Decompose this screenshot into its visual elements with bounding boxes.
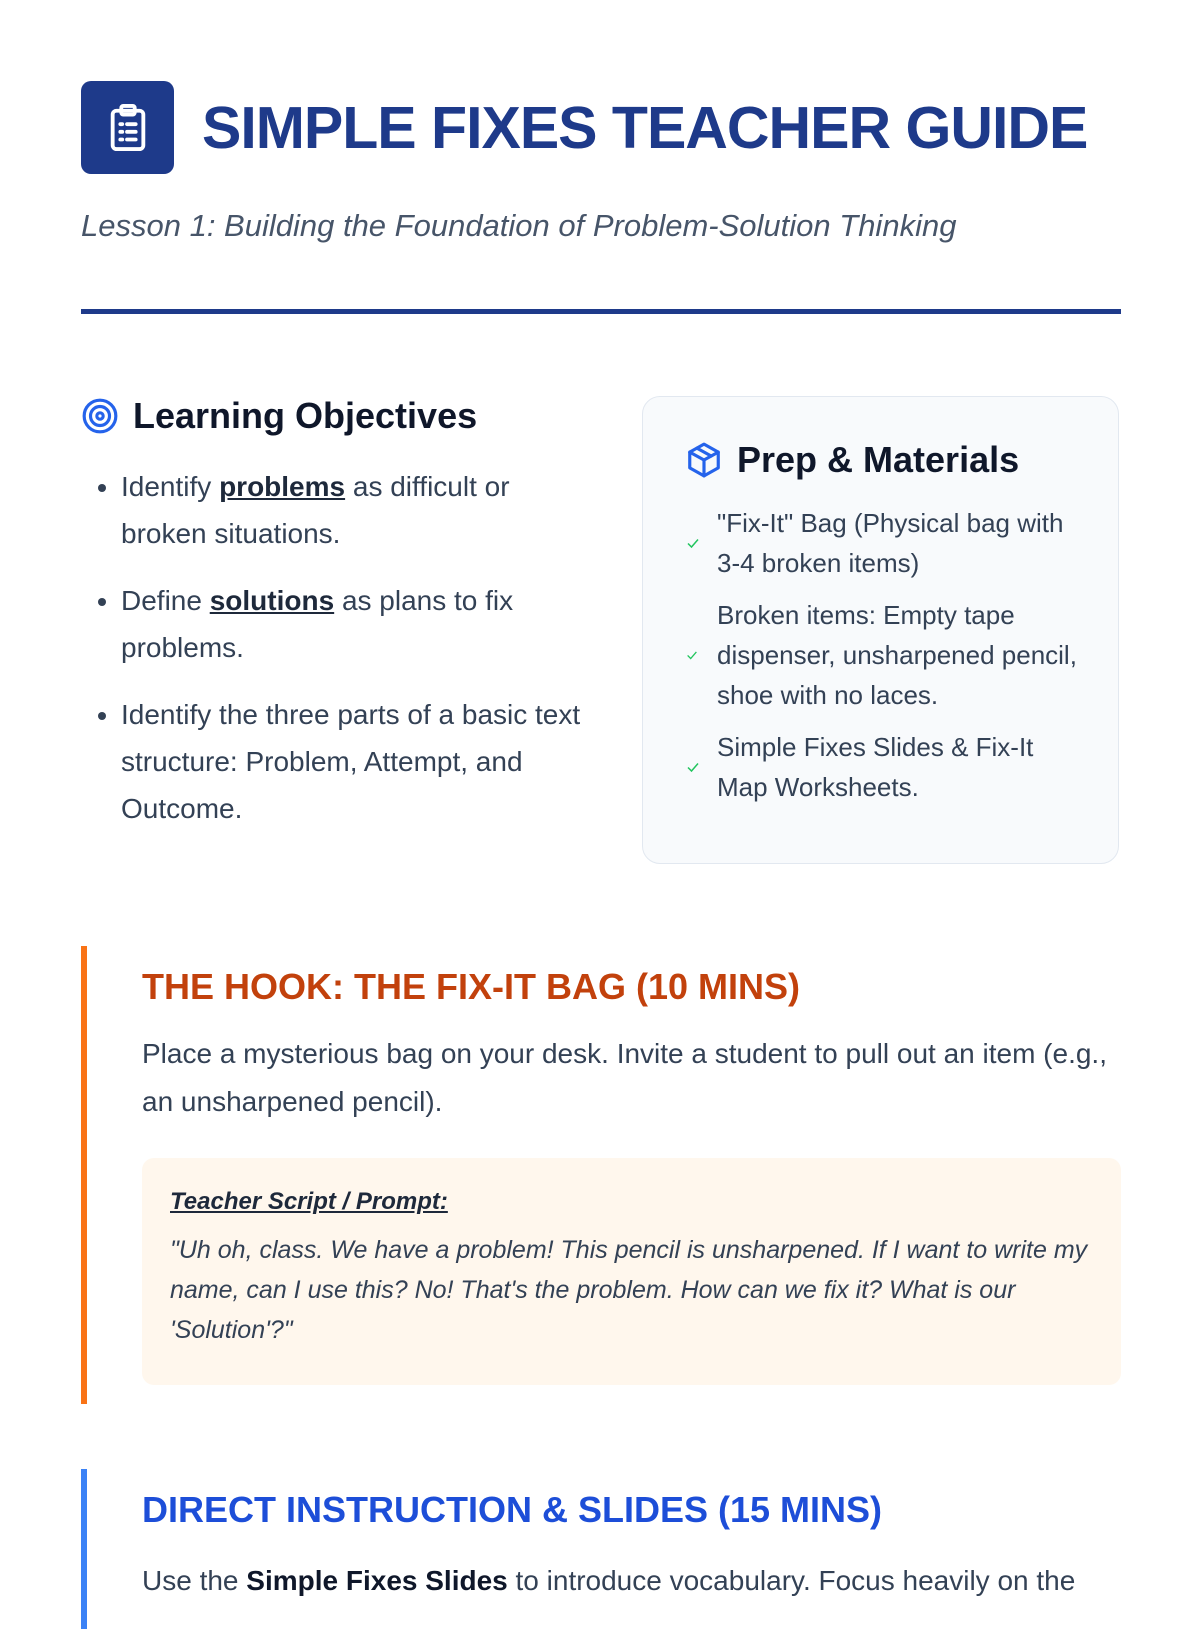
key-term: problems	[219, 471, 346, 502]
script-label: Teacher Script / Prompt:	[170, 1188, 448, 1215]
hook-body: Place a mysterious bag on your desk. Invite a student to pull out an item (e.g., an unsharpened pencil).	[142, 1038, 1107, 1117]
clipboard-list-icon	[81, 81, 174, 174]
header	[81, 80, 1121, 175]
hook-heading: THE HOOK: THE FIX-IT BAG (10 MINS)	[142, 966, 801, 1007]
list-item: • Identify problems as difficult or broken situations.	[121, 463, 601, 557]
teacher-script-box	[142, 1158, 1121, 1385]
lesson-subtitle: Lesson 1: Building the Foundation of Problem-Solution Thinking	[81, 208, 957, 243]
list-item: "Fix-It" Bag (Physical bag with 3-4 broken items)	[685, 503, 1082, 583]
learning-objectives-title: Learning Objectives	[133, 395, 478, 436]
direct-instruction-body: Use the Simple Fixes Slides to introduce vocabulary. Focus heavily on the	[142, 1565, 1076, 1596]
key-term: solutions	[209, 585, 335, 616]
page-title: SIMPLE FIXES TEACHER GUIDE	[202, 94, 1088, 161]
direct-instruction-section	[81, 1469, 1121, 1629]
list-item: Simple Fixes Slides & Fix-It Map Worksheets.	[685, 727, 1082, 807]
script-quote: "Uh oh, class. We have a problem! This pencil is unsharpened. If I want to write my name, can I use this? No! That's the problem. How can we fix it? What is our 'Solution'?"	[170, 1236, 1088, 1344]
materials-list	[685, 503, 1082, 807]
prep-materials-heading	[685, 439, 1082, 481]
list-item: • Identify the three parts of a basic text structure: Problem, Attempt, and Outcome.	[121, 691, 601, 832]
direct-instruction-heading: DIRECT INSTRUCTION & SLIDES (15 MINS)	[142, 1489, 883, 1530]
hook-section	[81, 946, 1121, 1404]
slides-name: Simple Fixes Slides	[246, 1565, 508, 1596]
check-icon	[685, 648, 705, 662]
objectives-list	[81, 463, 601, 832]
check-icon	[685, 759, 705, 775]
check-icon	[685, 535, 705, 551]
list-item: Broken items: Empty tape dispenser, unsharpened pencil, shoe with no laces.	[685, 595, 1082, 715]
prep-materials-card	[642, 396, 1119, 864]
prep-materials-title: Prep & Materials	[737, 439, 1020, 480]
list-item: • Define solutions as plans to fix problems.	[121, 577, 601, 671]
package-icon	[685, 441, 723, 479]
learning-objectives-section	[81, 395, 601, 852]
learning-objectives-heading	[81, 395, 601, 437]
target-icon	[81, 397, 119, 435]
header-divider	[81, 309, 1121, 314]
